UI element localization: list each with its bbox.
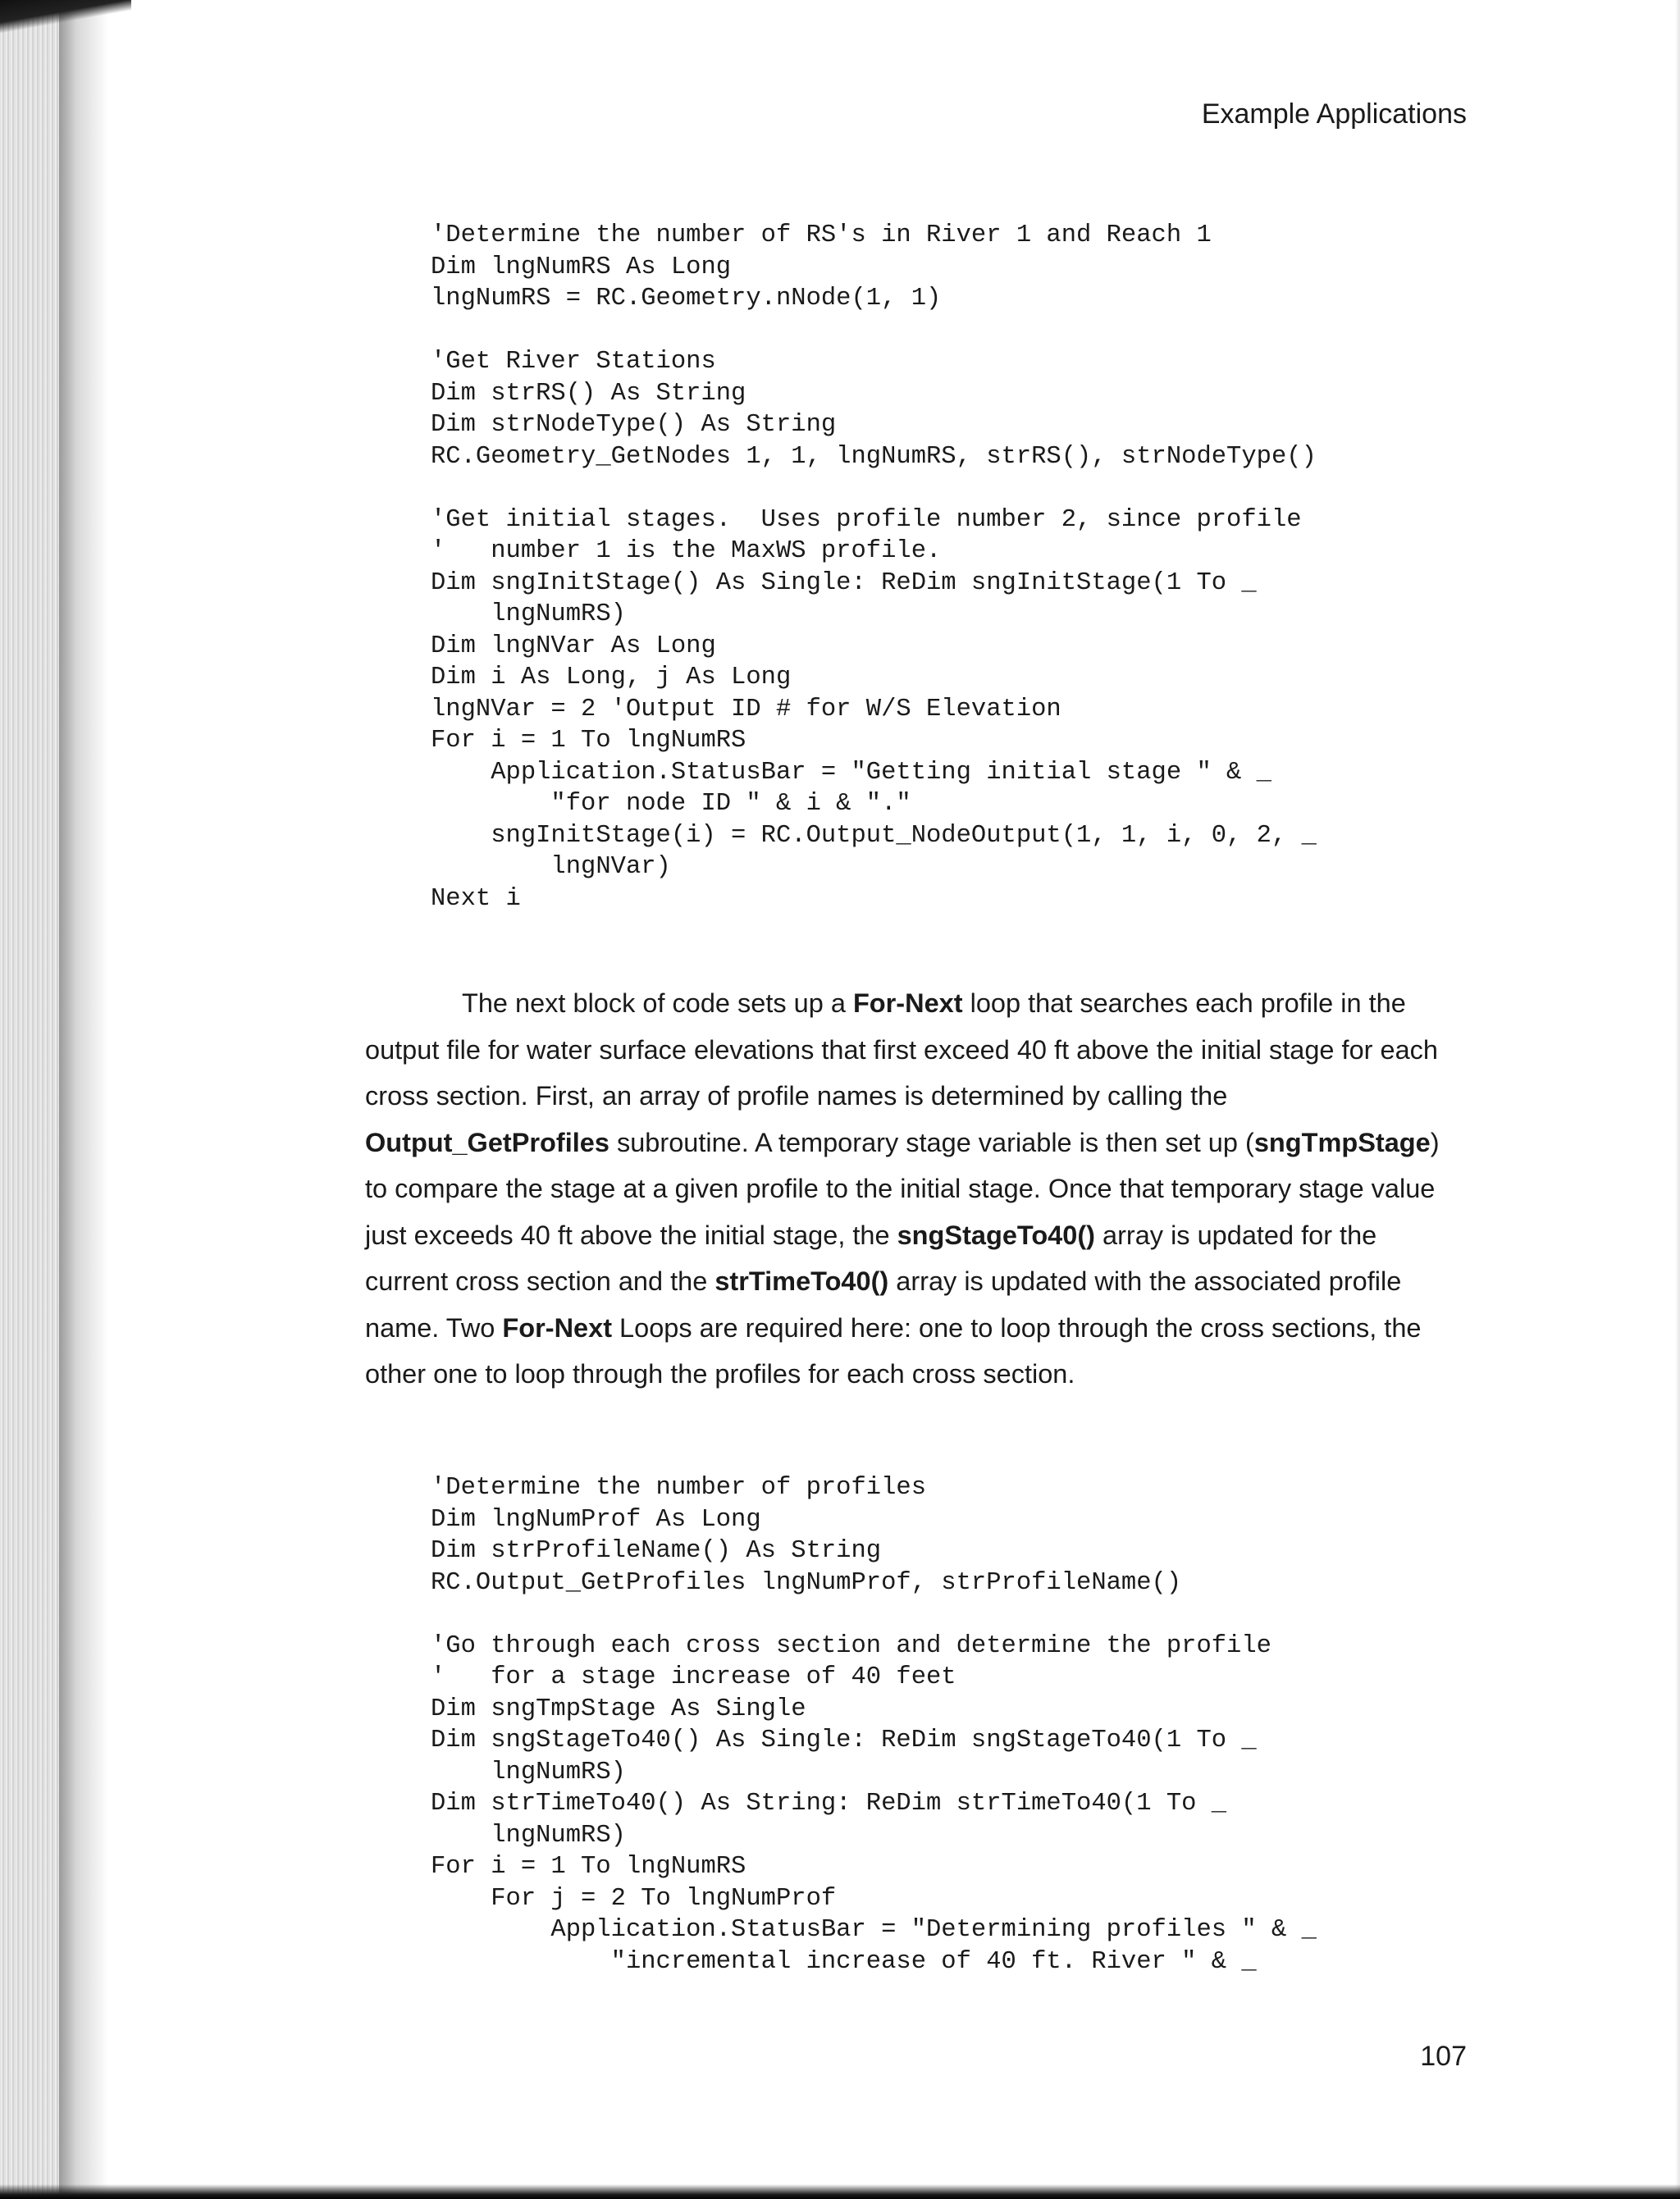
paragraph-bold-term: For-Next	[852, 988, 963, 1018]
page-number: 107	[1420, 2041, 1467, 2072]
code-line: Dim sngInitStage() As Single: ReDim sngInitStage(1 To _	[431, 568, 1257, 597]
code-line: "for node ID " & i & "."	[431, 790, 911, 818]
code-line: Application.StatusBar = "Determining profiles " & _	[431, 1916, 1317, 1944]
code-line: 'Get initial stages. Uses profile number 2, since profile	[431, 505, 1302, 534]
code-line: Dim lngNumRS As Long	[431, 253, 732, 281]
body-paragraph	[365, 980, 1464, 1398]
code-blank-line	[431, 1599, 1317, 1631]
paragraph-bold-term: For-Next	[502, 1312, 613, 1343]
code-line: Dim strProfileName() As String	[431, 1537, 882, 1565]
running-header: Example Applications	[1201, 98, 1467, 130]
book-binding-edge	[0, 0, 59, 2199]
code-line: "incremental increase of 40 ft. River " & _	[431, 1947, 1257, 1976]
code-line: 'Get River Stations	[431, 348, 716, 376]
code-line: lngNumRS = RC.Geometry.nNode(1, 1)	[431, 285, 942, 313]
code-line: Dim sngTmpStage As Single	[431, 1695, 806, 1723]
paragraph-bold-term: Output_GetProfiles	[365, 1127, 609, 1157]
code-line: sngInitStage(i) = RC.Output_NodeOutput(1, 1, i, 0, 2, _	[431, 821, 1317, 850]
paragraph-text: array is updated for the current cross section and the	[365, 1220, 1377, 1296]
code-line: lngNVar = 2 'Output ID # for W/S Elevation	[431, 695, 1061, 723]
code-line: RC.Geometry_GetNodes 1, 1, lngNumRS, strRS(), strNodeType()	[431, 442, 1317, 471]
code-line: RC.Output_GetProfiles lngNumProf, strProfileName()	[431, 1568, 1182, 1597]
code-blank-line	[431, 315, 1317, 347]
code-line: Dim strRS() As String	[431, 379, 746, 408]
code-line: For i = 1 To lngNumRS	[431, 727, 746, 755]
code-block-2	[431, 1472, 1317, 1978]
code-line: 'Determine the number of profiles	[431, 1474, 926, 1502]
paragraph-bold-term: sngStageTo40()	[897, 1220, 1095, 1250]
code-line: Dim lngNVar As Long	[431, 632, 716, 660]
code-blank-line	[431, 472, 1317, 504]
code-line: lngNumRS)	[431, 600, 626, 628]
paragraph-text: Loops are required here: one to loop through the cross sections, the other one to loop through the profiles for each cross section.	[365, 1312, 1422, 1389]
code-line: 'Determine the number of RS's in River 1 and Reach 1	[431, 221, 1212, 249]
code-line: Dim sngStageTo40() As Single: ReDim sngStageTo40(1 To _	[431, 1727, 1257, 1754]
code-line: Dim strNodeType() As String	[431, 411, 837, 439]
code-line: lngNumRS)	[431, 1758, 626, 1786]
code-line: Dim strTimeTo40() As String: ReDim strTimeTo40(1 To _	[431, 1790, 1227, 1818]
code-line: 'Go through each cross section and determine the profile	[431, 1631, 1271, 1660]
paragraph-indent	[365, 988, 462, 1018]
code-line: For i = 1 To lngNumRS	[431, 1853, 746, 1881]
code-line: lngNumRS)	[431, 1821, 626, 1850]
code-line: ' number 1 is the MaxWS profile.	[431, 537, 942, 565]
code-line: Application.StatusBar = "Getting initial stage " & _	[431, 758, 1271, 787]
paragraph-text: subroutine. A temporary stage variable is then set up (	[609, 1127, 1254, 1157]
gutter-shadow	[59, 0, 108, 2199]
paragraph-text: array is updated with the associated profile name. Two	[365, 1266, 1402, 1343]
paragraph-bold-term: sngTmpStage	[1253, 1127, 1431, 1157]
paragraph-text: The next block of code sets up a	[462, 988, 853, 1018]
code-line: ' for a stage increase of 40 feet	[431, 1663, 956, 1691]
scan-corner-artifact	[0, 0, 131, 33]
code-line: lngNVar)	[431, 853, 671, 881]
page-right-edge	[1675, 0, 1680, 2199]
code-line: Next i	[431, 884, 521, 913]
code-line: Dim lngNumProf As Long	[431, 1505, 761, 1534]
code-block-1	[431, 220, 1317, 915]
paragraph-text: ) to compare the stage at a given profile to the initial stage. Once that temporary stage value just exceeds 40 ft above the initial stage, the	[365, 1127, 1440, 1250]
scan-bottom-edge	[0, 2184, 1680, 2199]
code-line: Dim i As Long, j As Long	[431, 664, 792, 691]
paragraph-bold-term: strTimeTo40()	[714, 1266, 889, 1296]
code-line: For j = 2 To lngNumProf	[431, 1884, 837, 1913]
paragraph-text: loop that searches each profile in the output file for water surface elevations that first exceed 40 ft above the initial stage for each cross section. First, an array of profile names is determined by calling the	[365, 988, 1438, 1111]
